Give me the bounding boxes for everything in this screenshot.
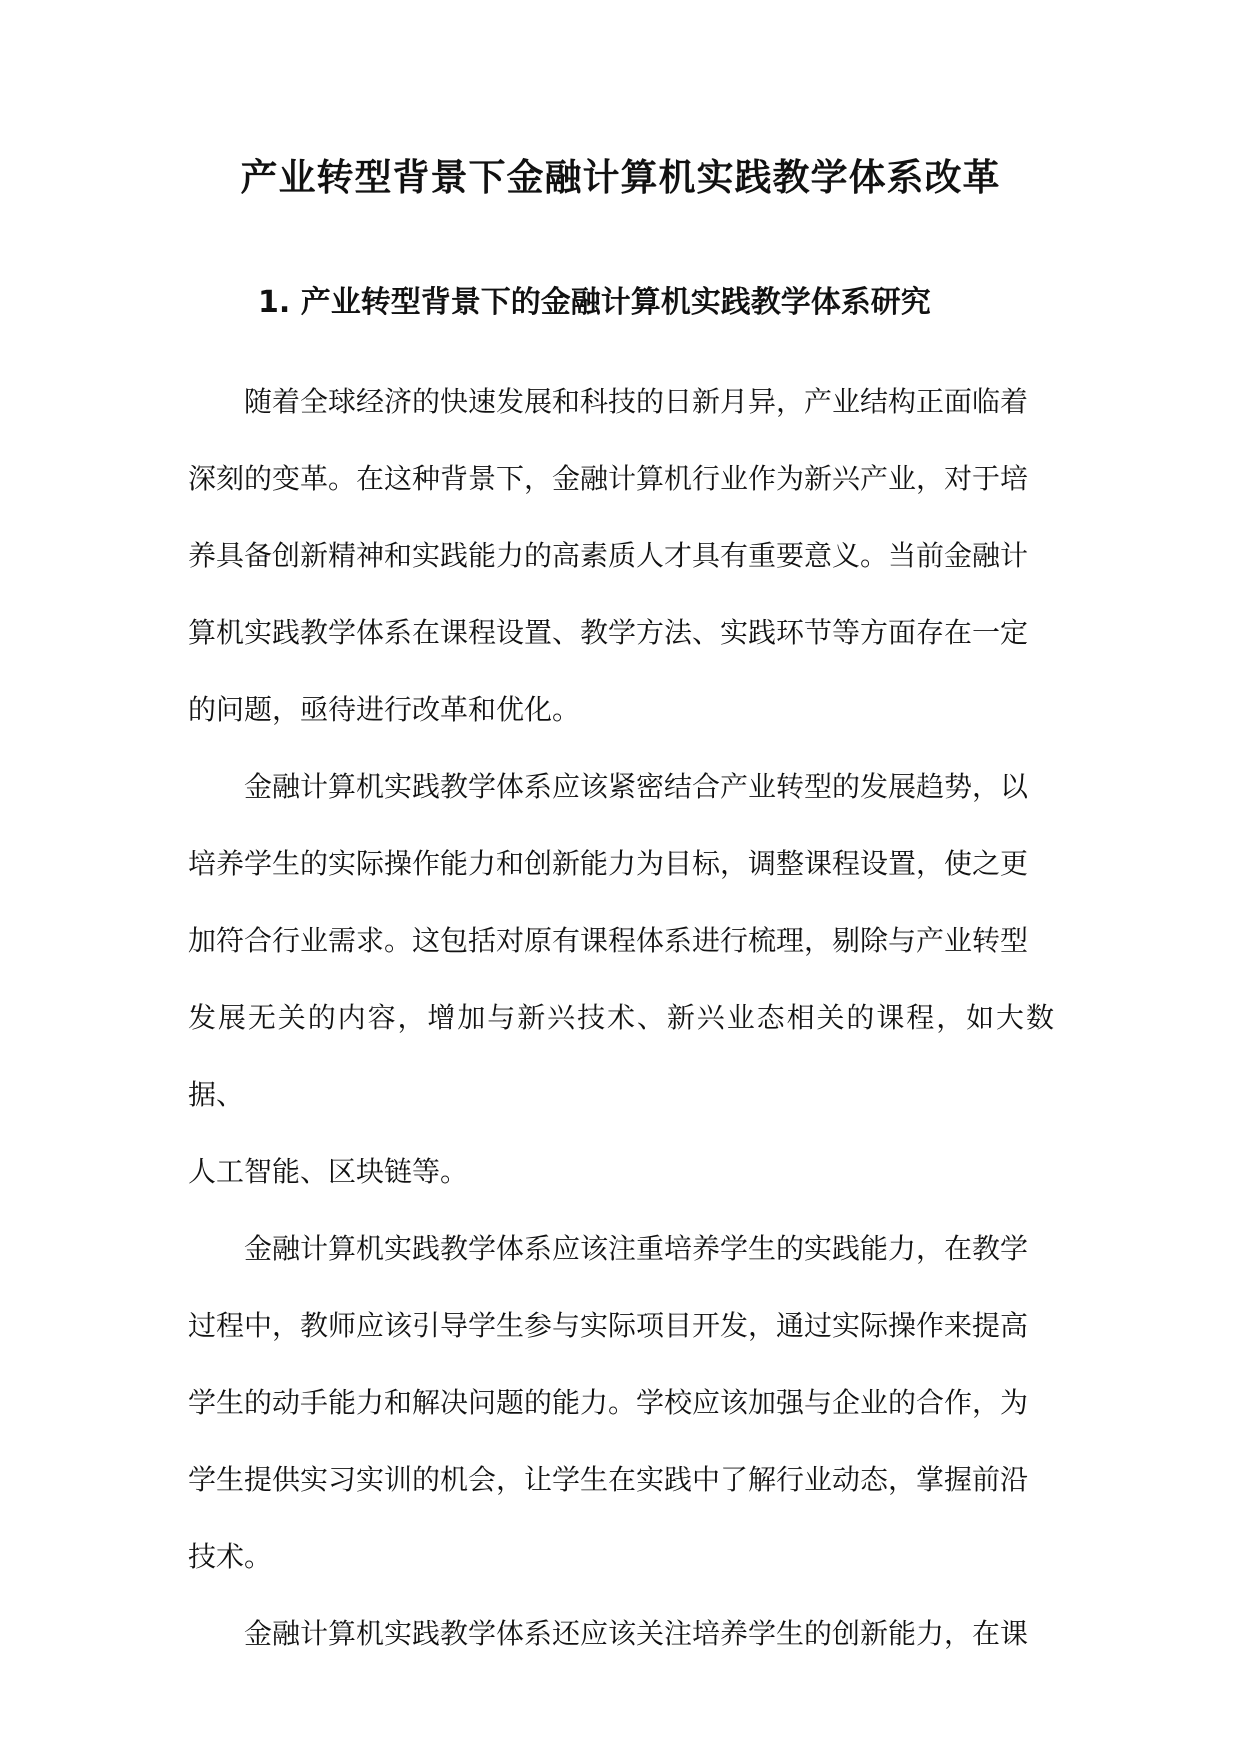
section-heading: 1. 产业转型背景下的金融计算机实践教学体系研究 xyxy=(258,285,931,320)
paragraph: 金融计算机实践教学体系应该注重培养学生的实践能力，在教学 过程中，教师应该引导学生参与实际项目开发，通过实际操作来提高 学生的动手能力和解决问题的能力。学校应该加强与企业的合作，为 学生提供实习实训的机会，让学生在实践中了解行业动态，掌握前沿 技术。 xyxy=(188,1232,1029,1573)
paragraph: 金融计算机实践教学体系应该紧密结合产业转型的发展趋势，以 培养学生的实际操作能力和创新能力为目标，调整课程设置，使之更 加符合行业需求。这包括对原有课程体系进行梳理，剔除与产业转型 发展无关的内容，增加与新兴技术、新兴业态相关的课程，如大数据、 人工智能、区块链等。 xyxy=(188,770,1054,1188)
paragraph: 金融计算机实践教学体系还应该关注培养学生的创新能力，在课 xyxy=(244,1617,1029,1650)
paragraph: 随着全球经济的快速发展和科技的日新月异，产业结构正面临着 深刻的变革。在这种背景下，金融计算机行业作为新兴产业，对于培 养具备创新精神和实践能力的高素质人才具有重要意义。当前金融计 算机实践教学体系在课程设置、教学方法、实践环节等方面存在一定 的问题，亟待进行改革和优化。 xyxy=(188,385,1029,726)
document-title: 产业转型背景下金融计算机实践教学体系改革 xyxy=(240,156,1001,199)
document-body xyxy=(188,363,1054,1672)
